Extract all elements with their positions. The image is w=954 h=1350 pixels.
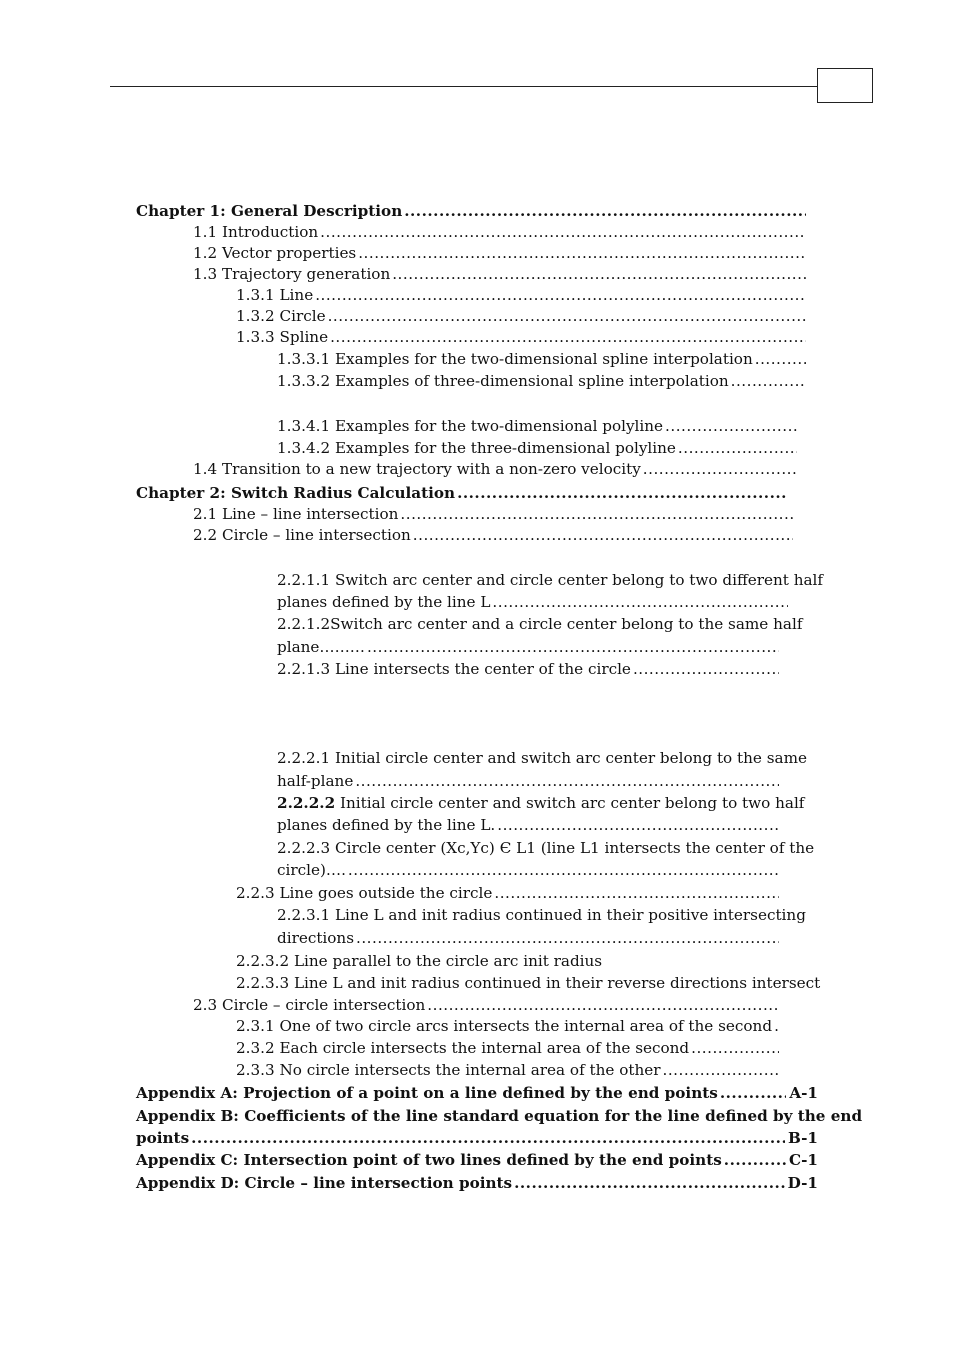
toc-entry-1-3-2[interactable] <box>236 306 806 326</box>
dot-leader <box>492 592 788 612</box>
dot-leader <box>348 860 779 880</box>
toc-entry-text: 1.3.2 Circle <box>236 307 326 325</box>
toc-entry-1-3-1[interactable] <box>236 285 806 305</box>
toc-entry-2-2-2-2-line2[interactable] <box>277 815 779 835</box>
toc-entry-text: 1.3 Trajectory generation <box>193 265 391 283</box>
toc-page-ref: C-1 <box>789 1151 818 1169</box>
toc-entry-2-2-3-1-line1[interactable] <box>277 905 806 925</box>
toc-entry-number: 2.2.2.2 <box>277 794 336 812</box>
dot-leader <box>413 525 793 545</box>
toc-appendix-b-line2[interactable] <box>136 1128 818 1148</box>
toc-entry-text: 2.2.3 Line goes outside the circle <box>236 884 493 902</box>
toc-entry-text: 2.3 Circle – circle intersection <box>193 996 426 1014</box>
dot-leader <box>356 928 779 948</box>
toc-entry-text: 2.3.3 No circle intersects the internal area of the other <box>236 1061 661 1079</box>
dot-leader <box>755 349 806 369</box>
dot-leader <box>497 815 779 835</box>
dot-leader <box>400 504 793 524</box>
dot-leader <box>724 1150 786 1170</box>
toc-entry-text: planes defined by the line L. <box>277 816 496 834</box>
toc-entry-text: 2.1 Line – line intersection <box>193 505 399 523</box>
toc-chapter-1[interactable] <box>136 201 806 221</box>
toc-entry-text: 2.2 Circle – line intersection <box>193 526 411 544</box>
toc-entry-text: 1.4 Transition to a new trajectory with a non-zero velocity <box>193 460 641 478</box>
toc-entry-2-2-2-2-line1[interactable] <box>277 793 804 813</box>
toc-entry-text: directions <box>277 929 355 947</box>
toc-entry-text: 2.3.1 One of two circle arcs intersects the internal area of the second <box>236 1017 773 1035</box>
dot-leader <box>328 306 806 326</box>
dot-leader <box>358 243 806 263</box>
toc-entry-text: 1.3.3.2 Examples of three-dimensional spline interpolation <box>277 372 729 390</box>
dot-leader <box>404 201 806 221</box>
toc-entry-text: Appendix C: Intersection point of two lines defined by the end points <box>136 1151 722 1169</box>
toc-entry-text: 2.2.3.3 Line L and init radius continued in their reverse directions intersect <box>236 974 821 992</box>
toc-entry-text: half-plane <box>277 772 354 790</box>
toc-entry-text: 2.2.3.2 Line parallel to the circle arc init radius <box>236 952 603 970</box>
dot-leader <box>457 483 788 503</box>
toc-entry-text: Chapter 1: General Description <box>136 202 403 220</box>
toc-entry-1-3-4-2[interactable] <box>277 438 797 458</box>
dot-leader <box>315 285 806 305</box>
dot-leader <box>633 659 779 679</box>
dot-leader <box>720 1083 787 1103</box>
toc-appendix-b-line1[interactable] <box>136 1106 862 1126</box>
dot-leader <box>367 637 779 657</box>
toc-entry-2-1[interactable] <box>193 504 793 524</box>
toc-entry-2-2-1-1-line2[interactable] <box>277 592 788 612</box>
toc-entry-2-2-3-1-line2[interactable] <box>277 928 779 948</box>
toc-entry-2-2-1-2-line1[interactable] <box>277 614 802 634</box>
toc-entry-1-3-3[interactable] <box>236 327 806 347</box>
dot-leader <box>355 771 779 791</box>
toc-entry-text: 2.2.2.3 Circle center (Xc,Yc) Є L1 (line L1 intersects the center of the <box>277 839 815 857</box>
dot-leader <box>678 438 797 458</box>
toc-entry-text: 1.2 Vector properties <box>193 244 357 262</box>
toc-entry-text: 1.3.4.1 Examples for the two-dimensional polyline <box>277 417 664 435</box>
toc-entry-2-2-3-2[interactable] <box>236 951 602 971</box>
toc-entry-1-1[interactable] <box>193 222 806 242</box>
toc-entry-1-3-4-1[interactable] <box>277 416 797 436</box>
toc-page-ref: D-1 <box>787 1174 818 1192</box>
toc-appendix-a[interactable] <box>136 1083 818 1103</box>
toc-entry-1-3-3-1[interactable] <box>277 349 806 369</box>
toc-entry-1-3-3-2[interactable] <box>277 371 806 391</box>
toc-entry-text: 2.2.1.1 Switch arc center and circle center belong to two different half <box>277 571 824 589</box>
dot-leader <box>731 371 806 391</box>
toc-entry-text: 2.2.1.3 Line intersects the center of the circle <box>277 660 631 678</box>
toc-entry-2-2-2-1-line1[interactable] <box>277 748 807 768</box>
dot-leader <box>392 264 806 284</box>
toc-entry-text: Chapter 2: Switch Radius Calculation <box>136 484 456 502</box>
toc-appendix-d[interactable] <box>136 1173 818 1193</box>
toc-entry-text: 2.3.2 Each circle intersects the internal area of the second <box>236 1039 690 1057</box>
toc-entry-2-2-2-3-line2[interactable] <box>277 860 779 880</box>
toc-entry-text: 1.3.4.2 Examples for the three-dimensional polyline <box>277 439 676 457</box>
toc-entry-text: plane……… <box>277 638 365 656</box>
toc-page-ref: A-1 <box>789 1084 818 1102</box>
toc-entry-text: 1.3.1 Line <box>236 286 314 304</box>
toc-entry-1-4[interactable] <box>193 459 797 479</box>
toc-entry-text: points <box>136 1129 190 1147</box>
toc-entry-2-2-1-2-line2[interactable] <box>277 637 779 657</box>
toc-entry-1-3[interactable] <box>193 264 806 284</box>
toc-entry-text: 2.2.2.1 Initial circle center and switch arc center belong to the same <box>277 749 807 767</box>
toc-entry-2-3-2[interactable] <box>236 1038 779 1058</box>
toc-entry-2-2-2-1-line2[interactable] <box>277 771 779 791</box>
toc-entry-text: Initial circle center and switch arc center belong to two half <box>335 794 805 812</box>
toc-entry-1-2[interactable] <box>193 243 806 263</box>
toc-entry-text: 1.3.3.1 Examples for the two-dimensional spline interpolation <box>277 350 753 368</box>
dot-leader <box>774 1016 779 1036</box>
toc-entry-text: Appendix D: Circle – line intersection points <box>136 1174 513 1192</box>
toc-entry-2-2-1-3[interactable] <box>277 659 779 679</box>
toc-entry-2-2-3[interactable] <box>236 883 779 903</box>
toc-chapter-2[interactable] <box>136 483 788 503</box>
dot-leader <box>663 1060 779 1080</box>
toc-entry-text: Appendix B: Coefficients of the line standard equation for the line defined by the end <box>136 1107 863 1125</box>
dot-leader <box>643 459 797 479</box>
toc-entry-2-2-1-1-line1[interactable] <box>277 570 823 590</box>
toc-entry-2-2-3-3[interactable] <box>236 973 820 993</box>
toc-entry-2-2-2-3-line1[interactable] <box>277 838 814 858</box>
toc-entry-text: 1.3.3 Spline <box>236 328 329 346</box>
dot-leader <box>514 1173 785 1193</box>
toc-entry-2-3[interactable] <box>193 995 779 1015</box>
dot-leader <box>494 883 779 903</box>
dot-leader <box>320 222 806 242</box>
toc-entry-2-2[interactable] <box>193 525 793 545</box>
toc-page-ref: B-1 <box>788 1129 818 1147</box>
toc-entry-text: Appendix A: Projection of a point on a line defined by the end points <box>136 1084 718 1102</box>
toc-entry-text: 2.2.3.1 Line L and init radius continued in their positive intersecting <box>277 906 806 924</box>
toc-entry-text: 1.1 Introduction <box>193 223 319 241</box>
dot-leader <box>191 1128 785 1148</box>
toc-entry-2-3-3[interactable] <box>236 1060 779 1080</box>
toc-entry-text: planes defined by the line L <box>277 593 491 611</box>
toc-entry-text: 2.2.1.2Switch arc center and a circle center belong to the same half <box>277 615 803 633</box>
toc-entry-2-3-1[interactable] <box>236 1016 779 1036</box>
toc-appendix-c[interactable] <box>136 1150 818 1170</box>
dot-leader <box>330 327 806 347</box>
dot-leader <box>665 416 797 436</box>
dot-leader <box>691 1038 779 1058</box>
dot-leader <box>427 995 779 1015</box>
toc-entry-text: circle)…. <box>277 861 346 879</box>
